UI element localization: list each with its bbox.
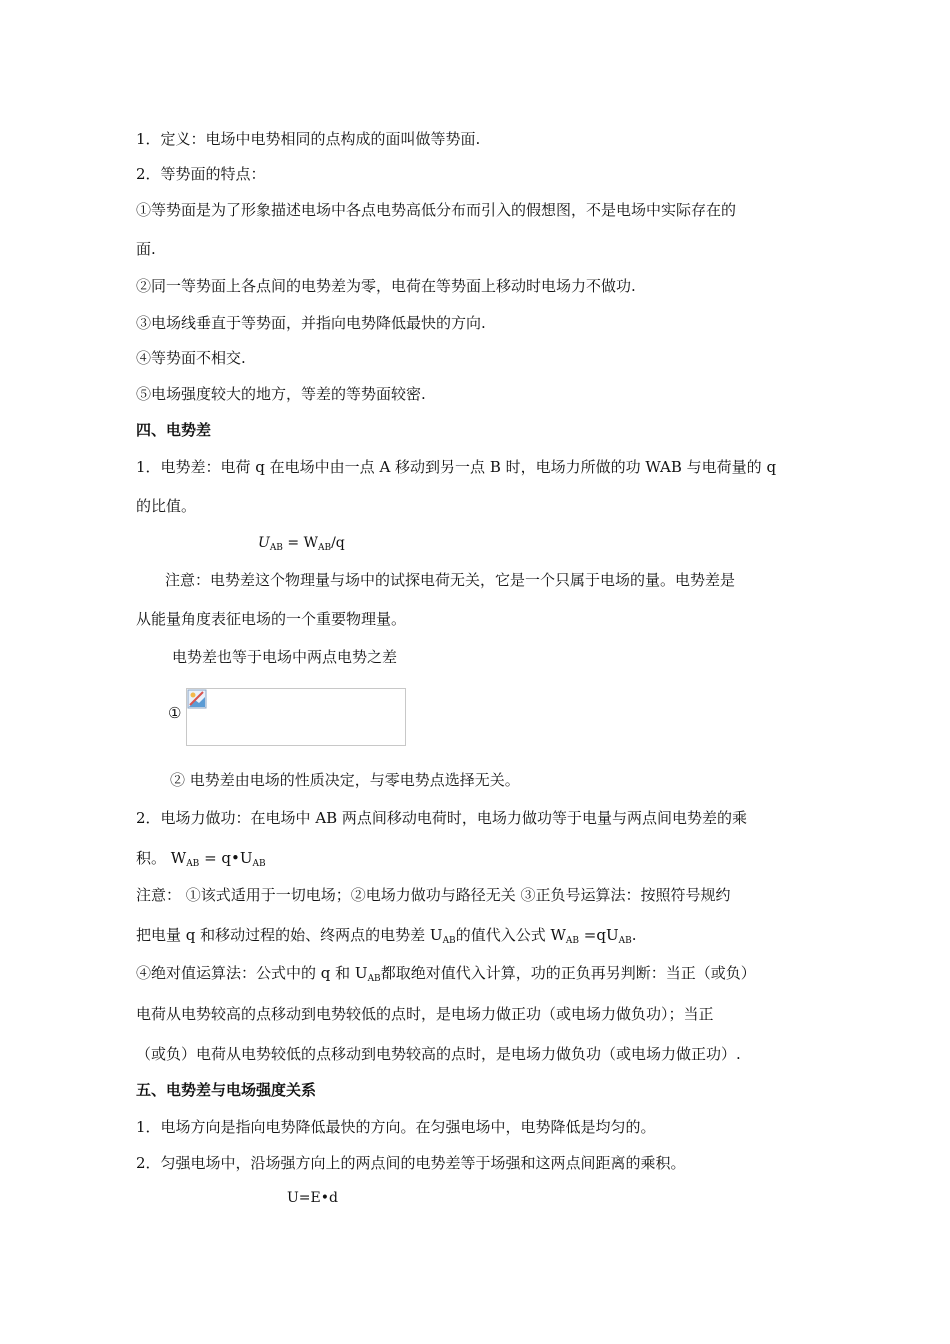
potential-diff-equal-line: 电势差也等于电场中两点电势之差 xyxy=(172,648,398,666)
sign-rule-line: 把电量 q 和移动过程的始、终两点的电势差 $U_{AB}$的值代入公式 $W_{AB} =qU_{AB}$. xyxy=(136,926,637,946)
feature-1-cont-line: 面. xyxy=(136,240,156,258)
broken-image-icon xyxy=(187,689,207,709)
image-placeholder xyxy=(186,688,406,746)
potential-diff-def-line: 1．电势差：电荷 q 在电场中由一点 A 移动到另一点 B 时，电场力所做的功 WAB 与电荷量的 q xyxy=(136,458,777,476)
field-direction-line: 1．电场方向是指向电势降低最快的方向。在匀强电场中，电势降低是均匀的。 xyxy=(136,1118,656,1136)
uniform-field-line: 2．匀强电场中，沿场强方向上的两点间的电势差等于场强和这两点间距离的乘积。 xyxy=(136,1154,686,1172)
abs-rule-line: ④绝对值运算法：公式中的 q 和 $U_{AB}$都取绝对值代入计算，功的正负再另判断：当正（或负） xyxy=(136,964,756,984)
note-work-line: 注意： ①该式适用于一切电场；②电场力做功与路径无关 ③正负号运算法：按照符号规约 xyxy=(136,886,731,904)
item-2-line: ② 电势差由电场的性质决定，与零电势点选择无关。 xyxy=(170,771,520,789)
formula-ued: U=E•d xyxy=(287,1190,338,1206)
note-line-2: 从能量角度表征电场的一个重要物理量。 xyxy=(136,610,407,628)
definition-line: 1．定义：电场中电势相同的点构成的面叫做等势面. xyxy=(136,130,481,148)
abs-rule-line-3: （或负）电荷从电势较低的点移动到电势较高的点时，是电场力做负功（或电场力做正功）. xyxy=(136,1045,741,1063)
feature-1-line: ①等势面是为了形象描述电场中各点电势高低分布而引入的假想图，不是电场中实际存在的 xyxy=(136,201,737,219)
work-def-line: 2．电场力做功：在电场中 AB 两点间移动电荷时，电场力做功等于电量与两点间电势差的乘 xyxy=(136,809,747,827)
features-heading-line: 2．等势面的特点： xyxy=(136,165,266,183)
section-4-heading: 四、电势差 xyxy=(136,421,212,439)
formula-uab: $U_{AB} = W_{AB}/q$ xyxy=(258,535,345,553)
feature-2-line: ②同一等势面上各点间的电势差为零，电荷在等势面上移动时电场力不做功. xyxy=(136,277,636,295)
abs-rule-line-2: 电荷从电势较高的点移动到电势较低的点时，是电场力做正功（或电场力做负功）；当正 xyxy=(136,1005,714,1023)
note-line-1: 注意：电势差这个物理量与场中的试探电荷无关，它是一个只属于电场的量。电势差是 xyxy=(165,571,736,589)
feature-4-line: ④等势面不相交. xyxy=(136,349,246,367)
work-formula-line: 积。 $W_{AB}$ = $q•U_{AB}$ xyxy=(136,849,266,869)
section-5-heading: 五、电势差与电场强度关系 xyxy=(136,1081,317,1099)
feature-5-line: ⑤电场强度较大的地方，等差的等势面较密. xyxy=(136,385,426,403)
potential-diff-def-cont-line: 的比值。 xyxy=(136,497,197,515)
feature-3-line: ③电场线垂直于等势面，并指向电势降低最快的方向. xyxy=(136,314,486,332)
item-1-marker: ① xyxy=(168,704,182,722)
